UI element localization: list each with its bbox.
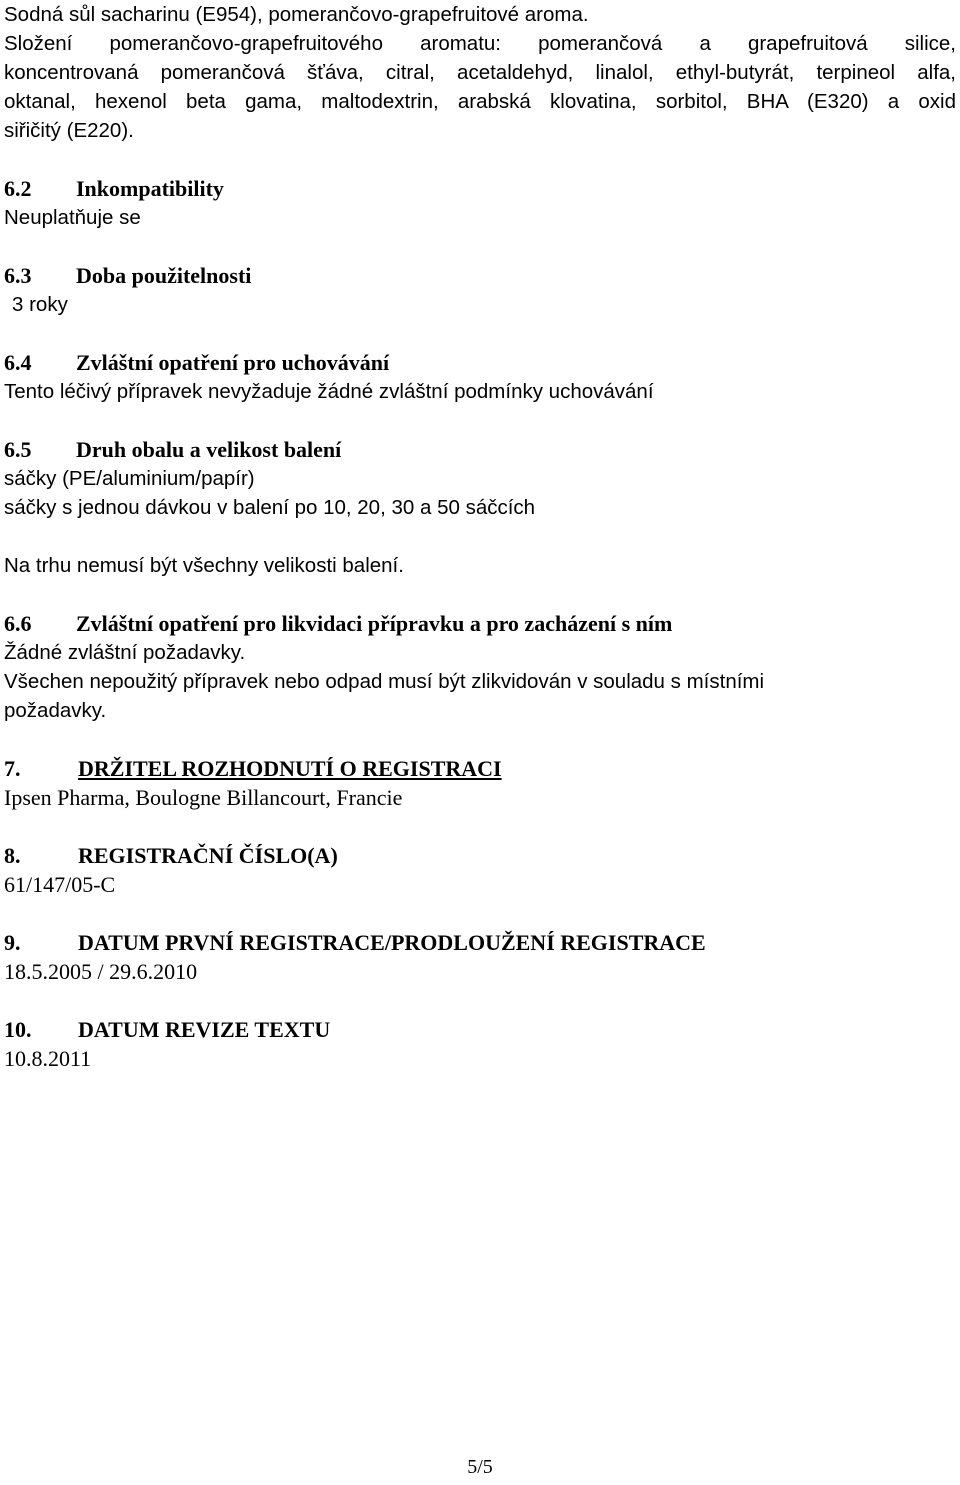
section-number: 6.4 <box>4 350 32 375</box>
registration-number: 61/147/05-C <box>4 872 116 897</box>
section-title: Zvláštní opatření pro likvidaci přípravku a pro zacházení s ním <box>76 611 673 636</box>
spacer <box>4 145 956 174</box>
section-number: 9. <box>4 930 21 955</box>
spacer <box>4 319 956 348</box>
section-7 <box>4 754 956 812</box>
section-body-3: požadavky. <box>4 699 107 722</box>
section-heading <box>4 1015 956 1044</box>
section-number: 7. <box>4 756 21 781</box>
composition-line-2: koncentrovaná pomerančová šťáva, citral, acetaldehyd, linalol, ethyl-butyrát, terpineol alfa, <box>4 61 956 84</box>
section-heading <box>4 754 956 783</box>
document-page <box>4 0 956 1073</box>
revision-date: 10.8.2011 <box>4 1046 92 1071</box>
spacer <box>4 812 956 841</box>
pack-sizes: sáčky s jednou dávkou v balení po 10, 20, 30 a 50 sáčcích <box>4 496 536 519</box>
section-9 <box>4 928 956 986</box>
section-title: Doba použitelnosti <box>76 263 252 288</box>
marketing-authorisation-holder: Ipsen Pharma, Boulogne Billancourt, Francie <box>4 785 403 810</box>
spacer <box>4 522 956 551</box>
section-number: 6.6 <box>4 611 32 636</box>
section-number: 6.2 <box>4 176 32 201</box>
section-title: DATUM PRVNÍ REGISTRACE/PRODLOUŽENÍ REGISTRACE <box>78 930 706 955</box>
section-number: 8. <box>4 843 21 868</box>
spacer <box>4 899 956 928</box>
page-number: 5/5 <box>467 1456 493 1478</box>
section-heading <box>4 174 956 203</box>
section-heading <box>4 841 956 870</box>
composition-line-1: Složení pomerančovo-grapefruitového aromatu: pomerančová a grapefruitová silice, <box>4 32 956 55</box>
section-heading <box>4 348 956 377</box>
section-6-6 <box>4 609 956 725</box>
spacer <box>4 725 956 754</box>
intro-line: Sodná sůl sacharinu (E954), pomerančovo-grapefruitové aroma. <box>4 3 589 26</box>
section-title: DRŽITEL ROZHODNUTÍ O REGISTRACI <box>78 756 502 781</box>
spacer <box>4 406 956 435</box>
spacer <box>4 580 956 609</box>
section-title: Zvláštní opatření pro uchovávání <box>76 350 390 375</box>
section-title: REGISTRAČNÍ ČÍSLO(A) <box>78 843 338 868</box>
section-body-2: Všechen nepoužitý přípravek nebo odpad musí být zlikvidován v souladu s místními <box>4 670 765 693</box>
section-body-1: Žádné zvláštní požadavky. <box>4 641 246 664</box>
section-title: DATUM REVIZE TEXTU <box>78 1017 331 1042</box>
section-body: 3 roky <box>12 293 68 316</box>
section-6-5 <box>4 435 956 580</box>
section-number: 6.3 <box>4 263 32 288</box>
section-6-4 <box>4 348 956 406</box>
spacer <box>4 986 956 1015</box>
section-body: Tento léčivý přípravek nevyžaduje žádné zvláštní podmínky uchovávání <box>4 380 654 403</box>
section-8 <box>4 841 956 899</box>
section-number: 6.5 <box>4 437 32 462</box>
composition-line-3: oktanal, hexenol beta gama, maltodextrin, arabská klovatina, sorbitol, BHA (E320) a oxid <box>4 90 956 113</box>
composition-line-4: siřičitý (E220). <box>4 119 134 142</box>
section-heading <box>4 609 956 638</box>
section-6-3 <box>4 261 956 319</box>
registration-dates: 18.5.2005 / 29.6.2010 <box>4 959 198 984</box>
section-title: Druh obalu a velikost balení <box>76 437 342 462</box>
section-heading <box>4 928 956 957</box>
section-number: 10. <box>4 1017 32 1042</box>
section-heading <box>4 261 956 290</box>
section-6-2 <box>4 174 956 232</box>
section-heading <box>4 435 956 464</box>
section-body: Neuplatňuje se <box>4 206 141 229</box>
market-note: Na trhu nemusí být všechny velikosti balení. <box>4 554 404 577</box>
packaging-type: sáčky (PE/aluminium/papír) <box>4 467 255 490</box>
section-10 <box>4 1015 956 1073</box>
section-title: Inkompatibility <box>76 176 224 201</box>
spacer <box>4 232 956 261</box>
